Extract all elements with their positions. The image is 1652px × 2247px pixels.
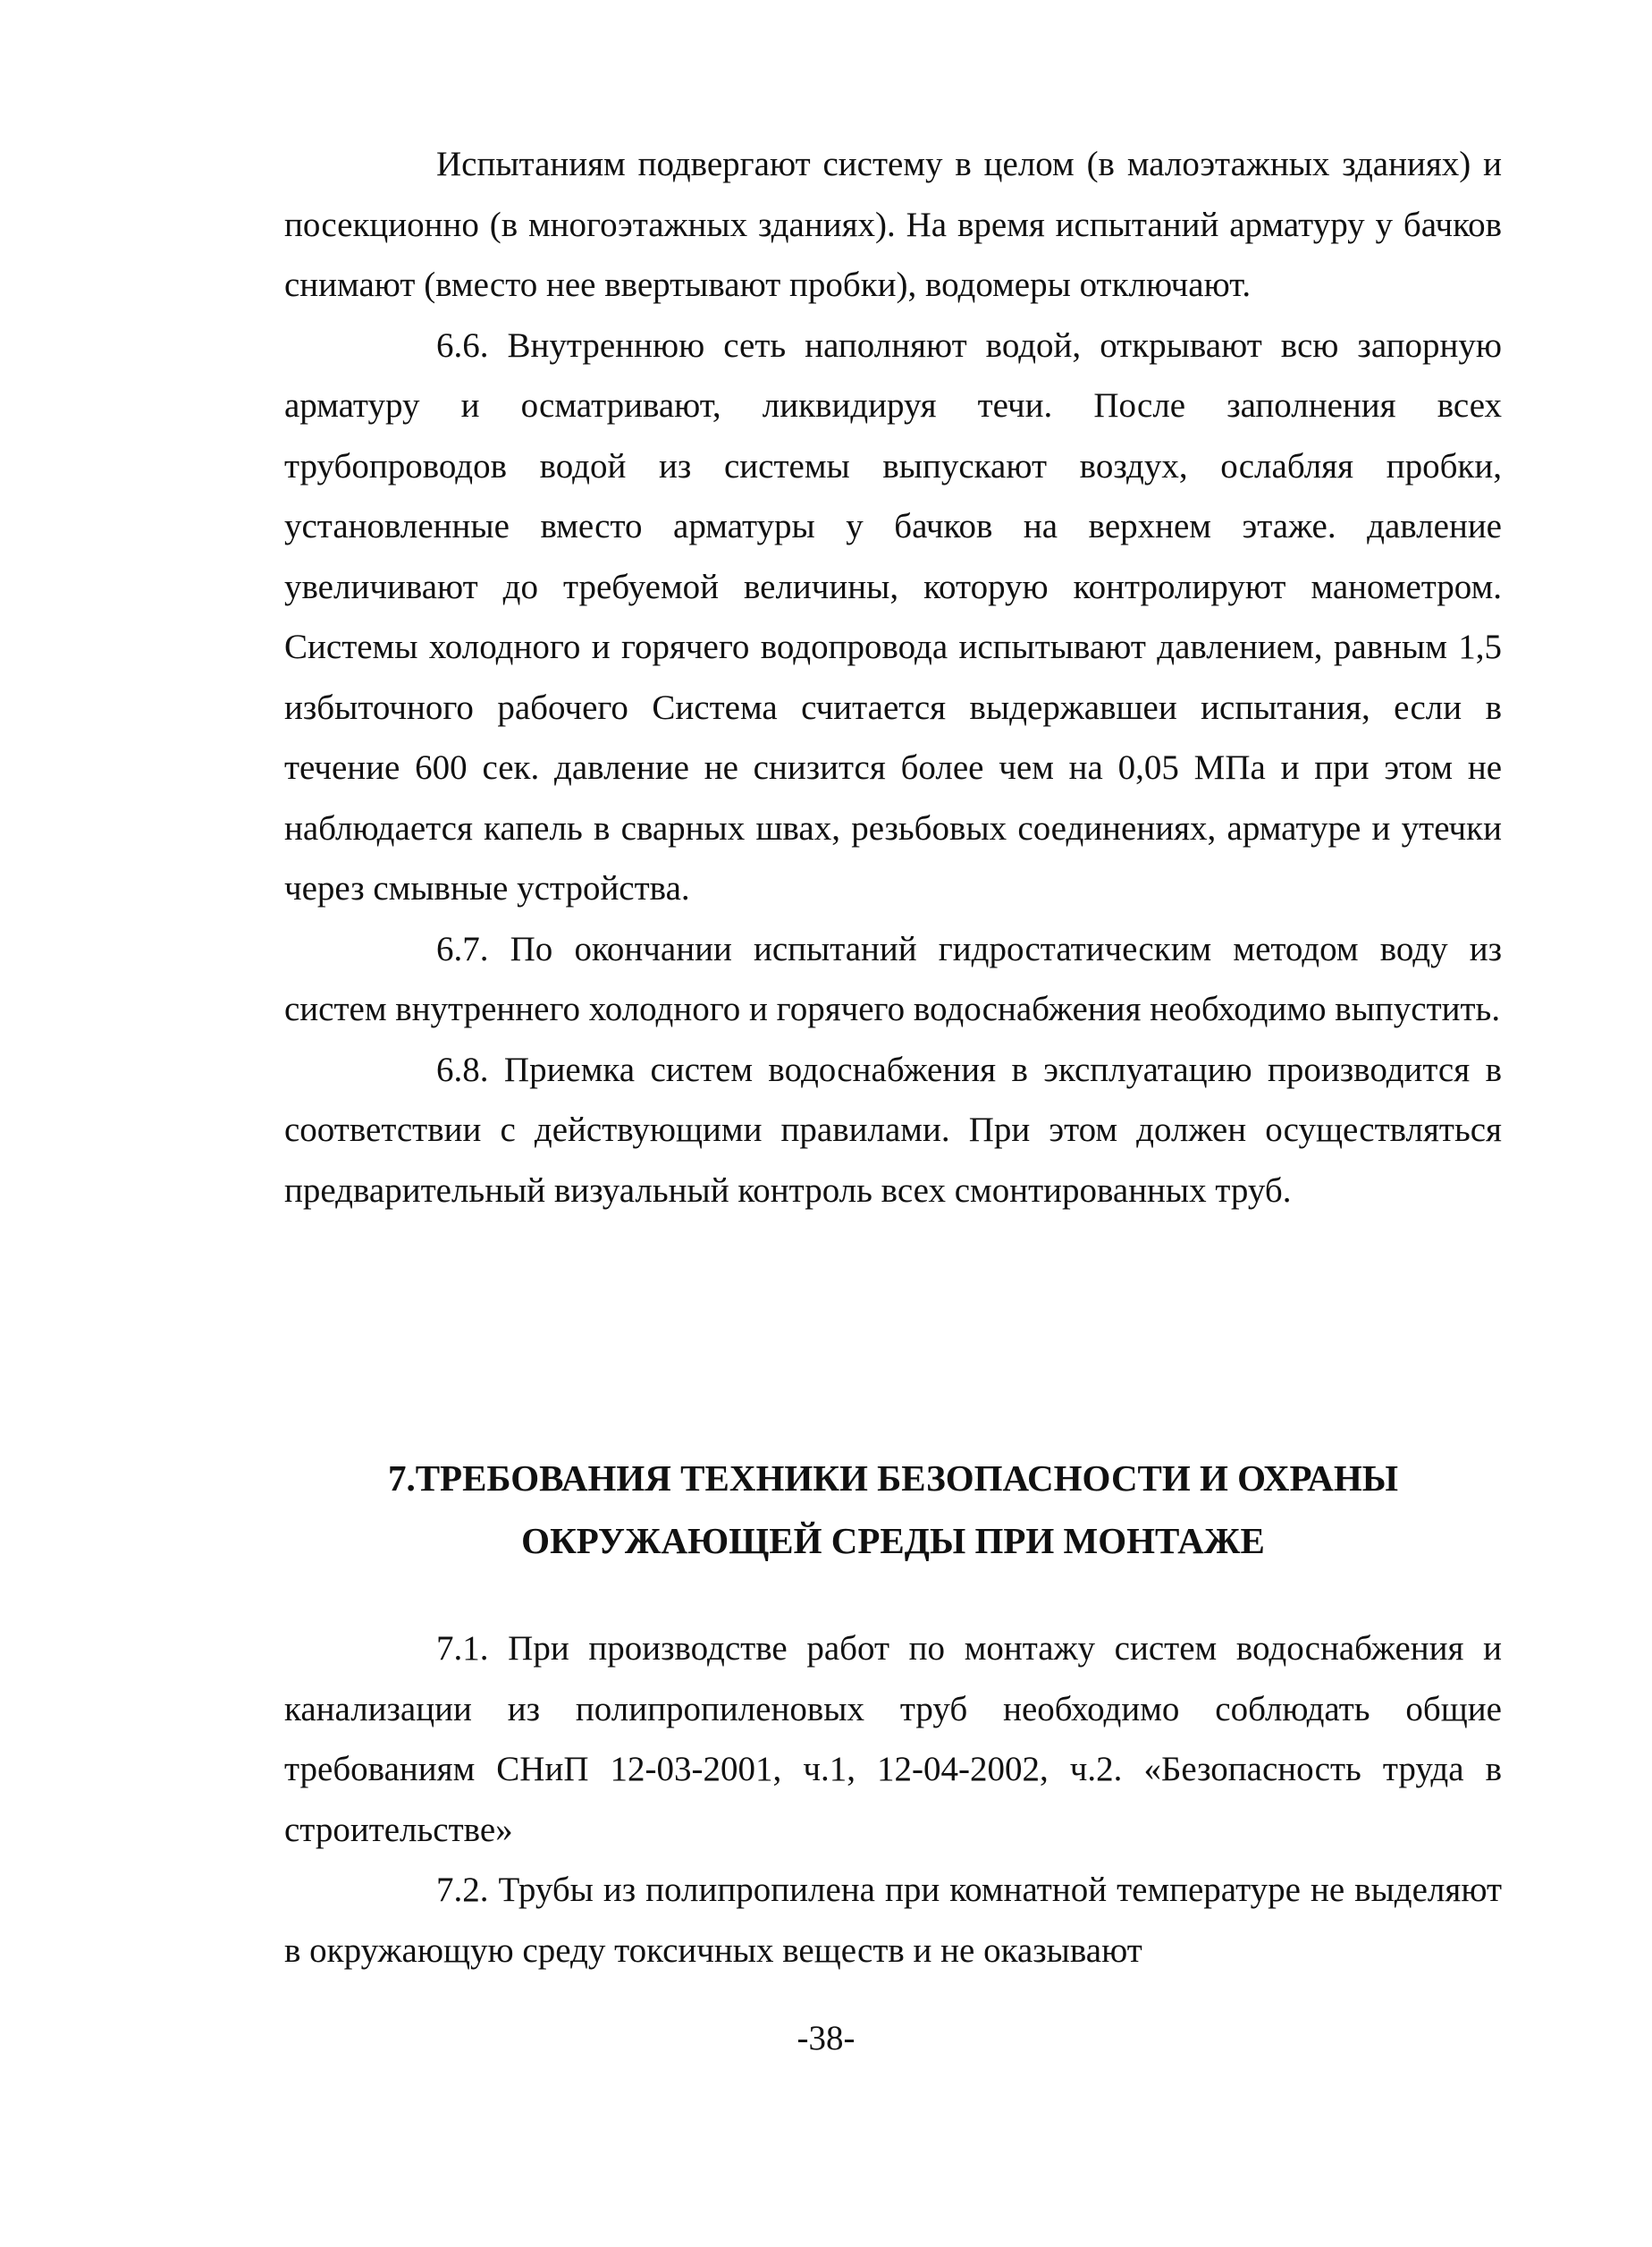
page-number: -38- xyxy=(796,2019,856,2057)
body-text-bottom xyxy=(284,1618,1502,1981)
paragraph-7-1: 7.1. При производстве работ по монтажу систем водоснабжения и канализации из полипропиленовых труб необходимо соблюдать общие требованиям СНиП 12-03-2001, ч.1, 12-04-2002, ч.2. «Безопасность труда в строительстве» xyxy=(284,1629,1502,1849)
section-heading-line-2: ОКРУЖАЮЩЕЙ СРЕДЫ ПРИ МОНТАЖЕ xyxy=(521,1520,1265,1561)
section-heading-7 xyxy=(284,1447,1502,1572)
paragraph-6-6: 6.6. Внутреннюю сеть наполняют водой, открывают всю запорную арматуру и осматривают, ликвидируя течи. После заполнения всех трубопроводов водой из системы выпускают воздух, ослабляя пробки, установленные вместо арматуры у бачков на верхнем этаже. давление увеличивают до требуемой величины, которую контролируют манометром. Системы холодного и горячего водопровода испытывают давлением, равным 1,5 избыточного рабочего Система считается выдержавшеи испытания, если в течение 600 сек. давление не снизится более чем на 0,05 МПа и при этом не наблюдается капель в сварных швах, резьбовых соединениях, арматуре и утечки через смывные устройства. xyxy=(284,325,1502,908)
body-text-top xyxy=(284,134,1502,1221)
paragraph-6-8: 6.8. Приемка систем водоснабжения в эксплуатацию производится в соответствии с действующими правилами. При этом должен осуществляться предварительный визуальный контроль всех смонтированных труб. xyxy=(284,1050,1502,1210)
section-heading-line-1: 7.ТРЕБОВАНИЯ ТЕХНИКИ БЕЗОПАСНОСТИ И ОХРАНЫ xyxy=(387,1457,1399,1499)
paragraph-6-7: 6.7. По окончании испытаний гидростатическим методом воду из систем внутреннего холодного и горячего водоснабжения необходимо выпустить. xyxy=(284,929,1502,1028)
paragraph-7-2: 7.2. Трубы из полипропилена при комнатной температуре не выделяют в окружающую среду токсичных веществ и не оказывают xyxy=(284,1871,1502,1970)
paragraph-testing-intro: Испытаниям подвергают систему в целом (в малоэтажных зданиях) и посекционно (в многоэтажных зданиях). На время испытаний арматуру у бачков снимают (вместо нее ввертывают пробки), водомеры отключают. xyxy=(284,145,1502,304)
